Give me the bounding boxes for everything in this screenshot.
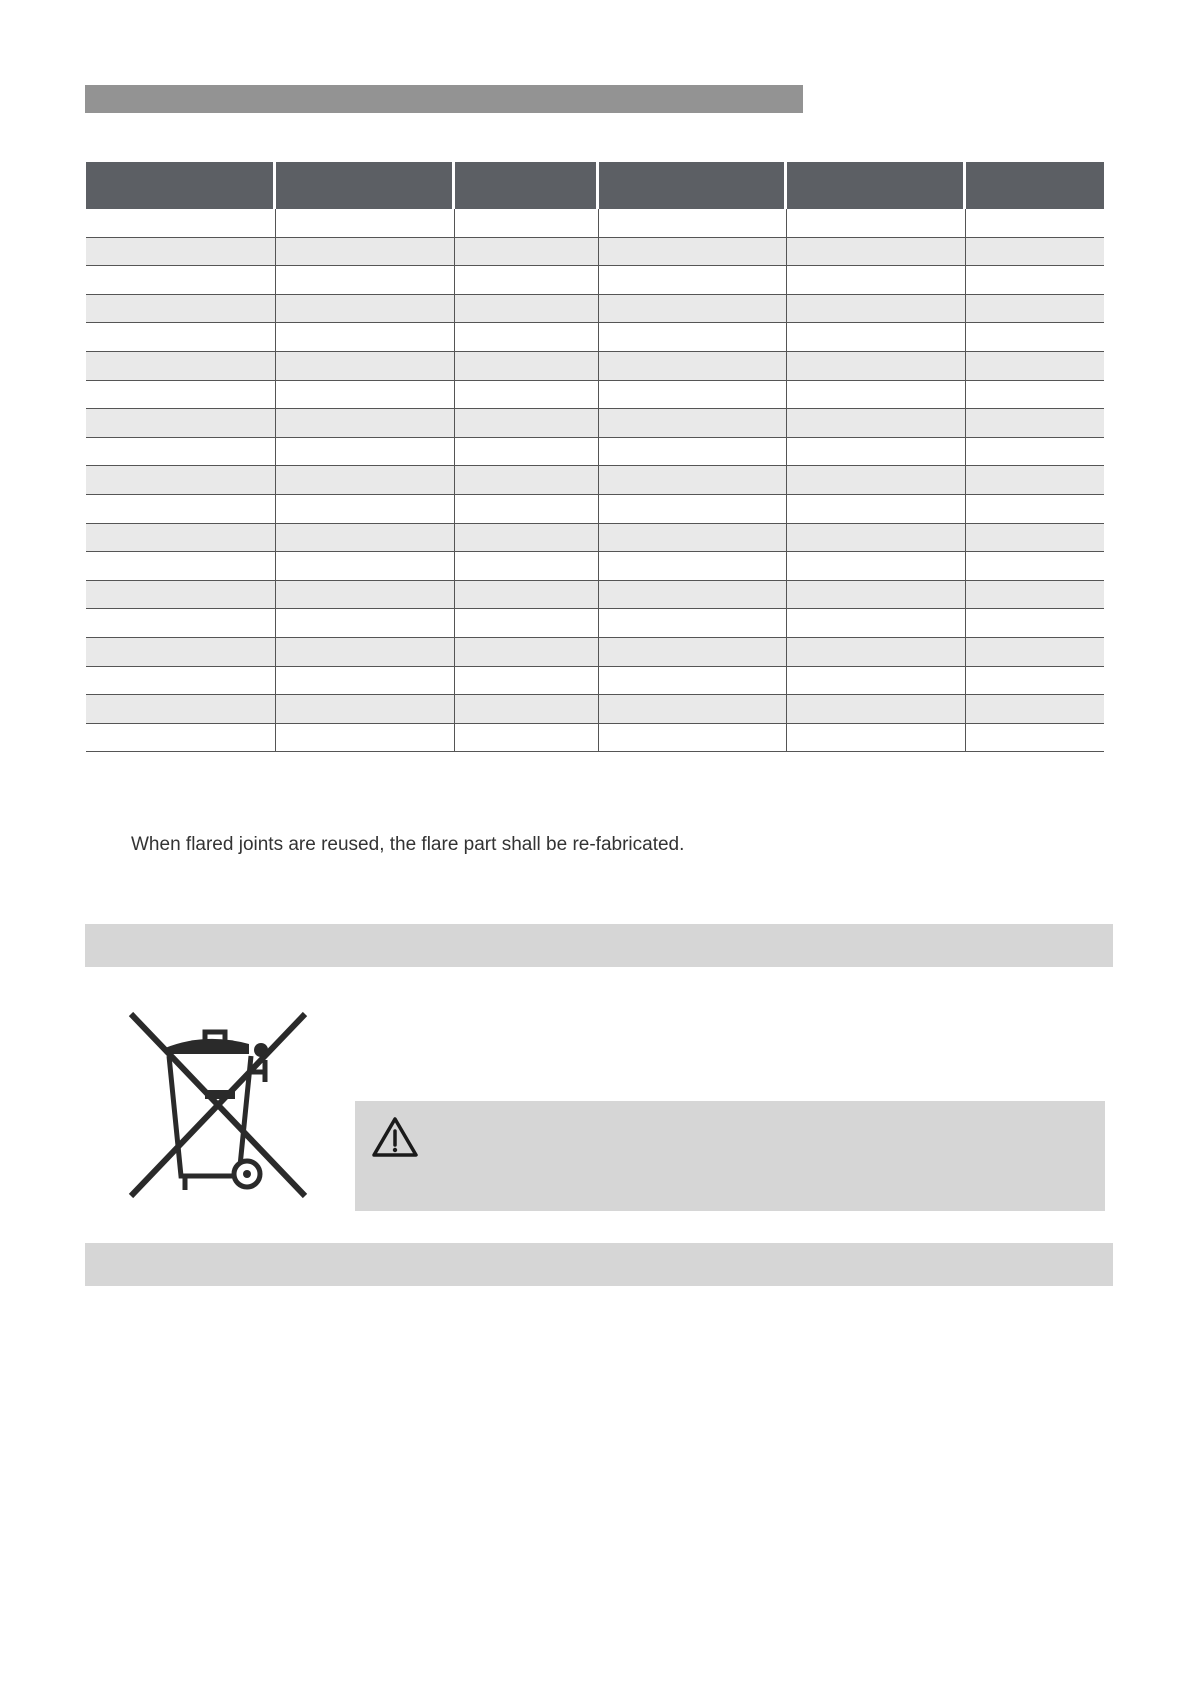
table-row	[86, 609, 1104, 638]
table-cell	[787, 381, 966, 409]
warning-box	[355, 1101, 1105, 1211]
table-cell	[276, 323, 455, 351]
table-cell	[966, 609, 1104, 637]
table-cell	[599, 609, 787, 637]
table-cell	[276, 352, 455, 380]
table-cell	[455, 724, 599, 752]
table-row	[86, 323, 1104, 352]
table-cell	[966, 667, 1104, 695]
table-cell	[787, 238, 966, 266]
table-row	[86, 495, 1104, 524]
table-header-cell	[86, 162, 273, 209]
table-cell	[86, 323, 276, 351]
table-header	[86, 162, 1104, 209]
table-cell	[787, 667, 966, 695]
table-row	[86, 552, 1104, 581]
table-cell	[599, 238, 787, 266]
table-header-cell	[276, 162, 452, 209]
table-cell	[599, 695, 787, 723]
table-cell	[86, 266, 276, 294]
table-cell	[787, 724, 966, 752]
table-cell	[599, 552, 787, 580]
table-cell	[276, 667, 455, 695]
table-cell	[966, 409, 1104, 437]
table-cell	[276, 581, 455, 609]
table-cell	[787, 695, 966, 723]
table-cell	[455, 638, 599, 666]
table-cell	[455, 209, 599, 237]
section-title-bar	[85, 85, 803, 113]
table-cell	[86, 409, 276, 437]
table-header-cell	[599, 162, 784, 209]
table-row	[86, 409, 1104, 438]
table-cell	[276, 552, 455, 580]
table-cell	[787, 609, 966, 637]
table-cell	[86, 524, 276, 552]
table-row	[86, 466, 1104, 495]
table-cell	[276, 295, 455, 323]
flare-note: When flared joints are reused, the flare part shall be re-fabricated.	[131, 834, 685, 855]
table-cell	[86, 466, 276, 494]
table-row	[86, 381, 1104, 410]
table-cell	[86, 552, 276, 580]
table-cell	[455, 438, 599, 466]
table-cell	[455, 552, 599, 580]
table-cell	[599, 266, 787, 294]
table-cell	[966, 352, 1104, 380]
table-header-cell	[966, 162, 1104, 209]
data-table	[86, 162, 1104, 752]
table-row	[86, 438, 1104, 467]
table-cell	[276, 638, 455, 666]
table-cell	[455, 609, 599, 637]
table-cell	[276, 724, 455, 752]
table-cell	[86, 438, 276, 466]
table-cell	[966, 323, 1104, 351]
table-cell	[966, 724, 1104, 752]
table-cell	[599, 581, 787, 609]
table-row	[86, 581, 1104, 610]
table-cell	[787, 638, 966, 666]
table-cell	[599, 524, 787, 552]
warning-triangle-icon	[371, 1115, 419, 1159]
table-row	[86, 209, 1104, 238]
table-cell	[599, 667, 787, 695]
table-cell	[966, 638, 1104, 666]
table-header-cell	[455, 162, 596, 209]
table-cell	[455, 381, 599, 409]
table-cell	[787, 352, 966, 380]
table-cell	[276, 524, 455, 552]
table-cell	[455, 667, 599, 695]
table-cell	[86, 609, 276, 637]
table-cell	[86, 581, 276, 609]
table-cell	[599, 638, 787, 666]
crossed-out-wheelie-bin-icon	[125, 1010, 311, 1200]
table-cell	[455, 466, 599, 494]
table-cell	[787, 581, 966, 609]
table-cell	[455, 238, 599, 266]
table-cell	[86, 295, 276, 323]
table-cell	[599, 381, 787, 409]
table-row	[86, 695, 1104, 724]
table-cell	[276, 266, 455, 294]
table-cell	[86, 638, 276, 666]
table-cell	[455, 266, 599, 294]
table-cell	[455, 581, 599, 609]
table-cell	[787, 524, 966, 552]
table-cell	[86, 667, 276, 695]
table-cell	[966, 695, 1104, 723]
table-cell	[455, 323, 599, 351]
table-cell	[455, 524, 599, 552]
table-cell	[966, 438, 1104, 466]
table-cell	[276, 209, 455, 237]
table-row	[86, 295, 1104, 324]
table-cell	[966, 238, 1104, 266]
table-row	[86, 266, 1104, 295]
table-cell	[966, 552, 1104, 580]
table-cell	[86, 209, 276, 237]
table-row	[86, 238, 1104, 267]
table-cell	[86, 695, 276, 723]
table-cell	[86, 352, 276, 380]
next-section-bar	[85, 1243, 1113, 1286]
table-cell	[455, 295, 599, 323]
table-cell	[787, 495, 966, 523]
table-row	[86, 724, 1104, 753]
table-cell	[966, 295, 1104, 323]
table-cell	[787, 409, 966, 437]
table-cell	[455, 352, 599, 380]
table-cell	[599, 466, 787, 494]
table-header-cell	[787, 162, 963, 209]
table-cell	[276, 409, 455, 437]
table-cell	[86, 381, 276, 409]
table-cell	[86, 238, 276, 266]
table-cell	[966, 209, 1104, 237]
table-cell	[787, 209, 966, 237]
table-cell	[787, 295, 966, 323]
table-body	[86, 209, 1104, 752]
table-cell	[599, 352, 787, 380]
table-row	[86, 638, 1104, 667]
table-row	[86, 524, 1104, 553]
table-cell	[966, 581, 1104, 609]
table-cell	[276, 609, 455, 637]
table-cell	[599, 209, 787, 237]
table-cell	[787, 552, 966, 580]
table-cell	[966, 495, 1104, 523]
table-cell	[787, 266, 966, 294]
table-cell	[966, 381, 1104, 409]
table-cell	[86, 495, 276, 523]
table-cell	[599, 495, 787, 523]
table-cell	[966, 524, 1104, 552]
table-cell	[599, 438, 787, 466]
table-cell	[787, 466, 966, 494]
table-cell	[276, 495, 455, 523]
table-cell	[599, 409, 787, 437]
table-cell	[787, 323, 966, 351]
table-cell	[86, 724, 276, 752]
table-cell	[455, 695, 599, 723]
table-cell	[276, 466, 455, 494]
table-cell	[966, 466, 1104, 494]
table-cell	[787, 438, 966, 466]
table-cell	[599, 724, 787, 752]
table-cell	[276, 381, 455, 409]
table-row	[86, 667, 1104, 696]
table-cell	[966, 266, 1104, 294]
table-cell	[599, 323, 787, 351]
table-cell	[276, 695, 455, 723]
table-cell	[455, 409, 599, 437]
disposal-section-bar	[85, 924, 1113, 967]
table-cell	[276, 238, 455, 266]
table-cell	[276, 438, 455, 466]
table-cell	[455, 495, 599, 523]
table-row	[86, 352, 1104, 381]
table-cell	[599, 295, 787, 323]
